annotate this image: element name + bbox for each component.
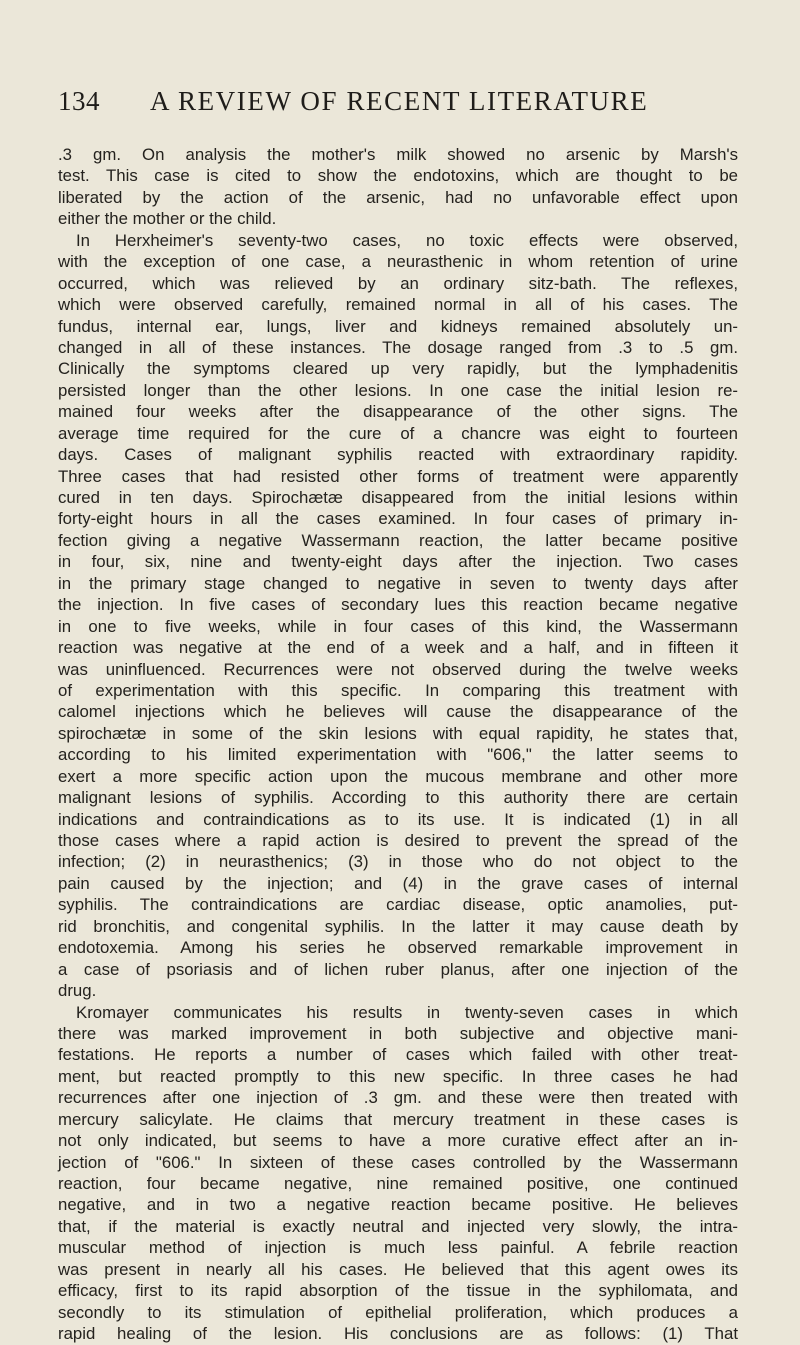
text-line: Kromayer communicates his results in twenty-seven cases in which — [76, 1002, 738, 1022]
text-line: forty-eight hours in all the cases examined. In four cases of primary in- — [58, 509, 738, 529]
text-line: syphilis. The contraindications are cardiac disease, optic anamolies, put- — [58, 895, 738, 915]
text-line: cured in ten days. Spirochætæ disappeared from the initial lesions within — [58, 488, 738, 507]
body-text — [58, 144, 738, 1345]
text-line: indications and contraindications as to its use. It is indicated (1) in all — [58, 809, 738, 829]
text-line: those cases where a rapid action is desired to prevent the spread of the — [58, 831, 738, 850]
text-line: In Herxheimer's seventy-two cases, no toxic effects were observed, — [76, 230, 738, 250]
text-line: changed in all of these instances. The dosage ranged from .3 to .5 gm. — [58, 337, 738, 357]
text-line: in the primary stage changed to negative in seven to twenty days after — [58, 573, 738, 593]
text-line: fection giving a negative Wassermann reaction, the latter became positive — [58, 530, 738, 550]
text-line: was uninfluenced. Recurrences were not observed during the twelve weeks — [58, 659, 738, 679]
text-line: pain caused by the injection; and (4) in the grave cases of internal — [58, 873, 738, 893]
text-line: that, if the material is exactly neutral and injected very slowly, the intra- — [58, 1216, 738, 1236]
text-line: Clinically the symptoms cleared up very rapidly, but the lymphadenitis — [58, 359, 738, 379]
text-line: infection; (2) in neurasthenics; (3) in those who do not object to the — [58, 852, 738, 872]
text-line: reaction was negative at the end of a week and a half, and in fifteen it — [58, 638, 738, 658]
page-number: 134 — [58, 86, 100, 116]
text-line: in one to five weeks, while in four cases of this kind, the Wassermann — [58, 616, 738, 636]
text-line: reaction, four became negative, nine remained positive, one continued — [58, 1174, 738, 1193]
text-line: endotoxemia. Among his series he observed remarkable improvement in — [58, 938, 738, 958]
text-line: in four, six, nine and twenty-eight days after the injection. Two cases — [58, 552, 738, 572]
text-line: of experimentation with this specific. In comparing this treatment with — [58, 680, 738, 700]
text-line: occurred, which was relieved by an ordinary sitz-bath. The reflexes, — [58, 273, 738, 293]
text-line: Three cases that had resisted other forms of treatment were apparently — [58, 466, 738, 486]
text-line: calomel injections which he believes will cause the disappearance of the — [58, 702, 738, 722]
text-line: negative, and in two a negative reaction became positive. He believes — [58, 1195, 738, 1215]
text-line: .3 gm. On analysis the mother's milk showed no arsenic by Marsh's — [58, 145, 738, 164]
text-line: not only indicated, but seems to have a more curative effect after an in- — [58, 1131, 738, 1151]
text-line: ment, but reacted promptly to this new specific. In three cases he had — [58, 1066, 738, 1086]
text-line: spirochætæ in some of the skin lesions with equal rapidity, he states that, — [58, 723, 738, 743]
text-line: test. This case is cited to show the endotoxins, which are thought to be — [58, 166, 738, 186]
text-line: liberated by the action of the arsenic, had no unfavorable effect upon — [58, 187, 738, 207]
text-line: fundus, internal ear, lungs, liver and kidneys remained absolutely un- — [58, 316, 738, 336]
text-line: muscular method of injection is much less painful. A febrile reaction — [58, 1238, 738, 1258]
text-line: mained four weeks after the disappearance of the other signs. The — [58, 402, 738, 422]
text-line: mercury salicylate. He claims that mercury treatment in these cases is — [58, 1109, 738, 1129]
text-line: efficacy, first to its rapid absorption of the tissue in the syphilomata, and — [58, 1281, 738, 1301]
text-line: exert a more specific action upon the mucous membrane and other more — [58, 766, 738, 786]
text-line: according to his limited experimentation with "606," the latter seems to — [58, 745, 738, 765]
text-line: which were observed carefully, remained normal in all of his cases. The — [58, 295, 738, 315]
text-line: secondly to its stimulation of epithelial proliferation, which produces a — [58, 1302, 738, 1322]
text-line: either the mother or the child. — [58, 209, 277, 229]
running-head: A REVIEW OF RECENT LITERATURE — [150, 86, 649, 116]
text-line: a case of psoriasis and of lichen ruber planus, after one injection of the — [58, 959, 738, 979]
text-line: persisted longer than the other lesions. In one case the initial lesion re- — [58, 380, 738, 400]
text-line: recurrences after one injection of .3 gm. and these were then treated with — [58, 1088, 738, 1108]
text-line: there was marked improvement in both subjective and objective mani- — [58, 1023, 738, 1043]
text-line: rid bronchitis, and congenital syphilis. In the latter it may cause death by — [58, 916, 738, 936]
text-line: the injection. In five cases of secondary lues this reaction became negative — [58, 595, 738, 615]
text-line: malignant lesions of syphilis. According to this authority there are certain — [58, 788, 738, 808]
text-line: rapid healing of the lesion. His conclusions are as follows: (1) That — [58, 1324, 738, 1344]
text-line: average time required for the cure of a chancre was eight to fourteen — [58, 423, 738, 443]
text-line: was present in nearly all his cases. He believed that this agent owes its — [58, 1259, 738, 1279]
text-line: days. Cases of malignant syphilis reacted with extraordinary rapidity. — [58, 445, 738, 465]
page-header — [58, 86, 742, 122]
text-line: drug. — [58, 981, 97, 1001]
text-line: with the exception of one case, a neurasthenic in whom retention of urine — [58, 252, 738, 272]
text-line: jection of "606." In sixteen of these cases controlled by the Wassermann — [58, 1152, 738, 1172]
text-line: festations. He reports a number of cases which failed with other treat- — [58, 1045, 738, 1065]
